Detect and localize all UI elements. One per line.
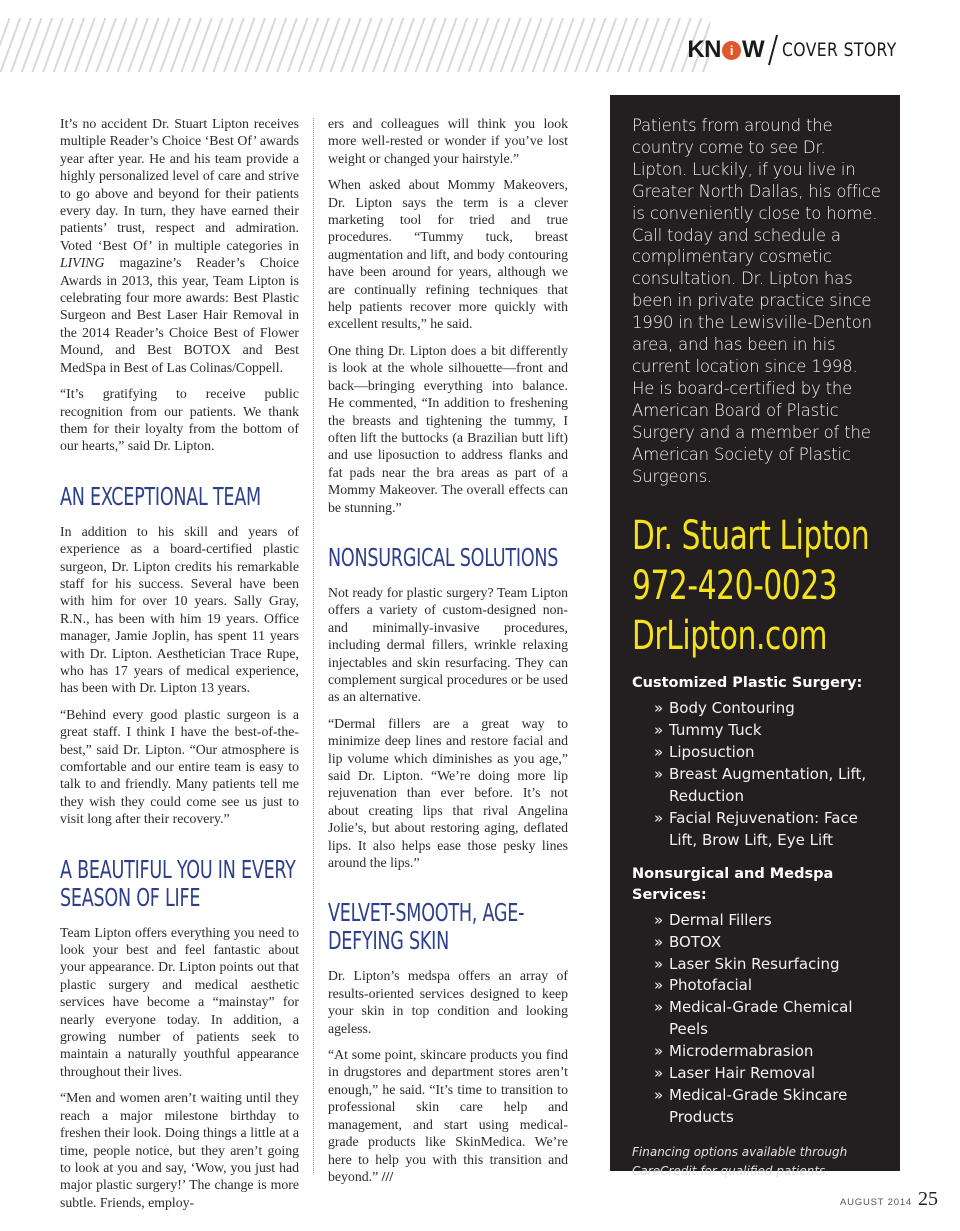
chevron-bullet-icon: » [654, 910, 664, 929]
list-item: » Breast Augmentation, Lift, Reduction [654, 765, 867, 806]
paragraph: “At some point, skincare products you find in drugstores and department stores aren’t enough,” he said. “It’s time to transition to professional skin care help and management, and start using medical-grade products like SkinMedica. We’re here to help you with this transition and beyond.” /// [328, 1047, 568, 1184]
chevron-bullet-icon: » [654, 765, 664, 784]
surgery-heading: Customized Plastic Surgery: [632, 675, 863, 692]
chevron-bullet-icon: » [654, 998, 664, 1017]
financing-note: Financing options available through CareCredit for qualified patients. [632, 1144, 848, 1178]
contact-sidebar [610, 95, 900, 1178]
paragraph: “It’s gratifying to receive public recognition from our patients. We thank them for their loyalty from the bottom of our hearts,” said Dr. Lipton. [60, 386, 299, 454]
surgery-list [632, 698, 882, 851]
medspa-list [632, 910, 882, 1129]
list-item: » Body Contouring [654, 698, 882, 720]
article-column-1 [60, 115, 299, 1220]
paragraph: In addition to his skill and years of experience as a board-certified plastic surgeon, Dr. Lipton credits his remarkable staff for his success. Several have been with him for over 10 years. Sally Gray, R.N., has been with him 19 years. Office manager, Jamie Joplin, has spent 11 years with Dr. Lipton. Aesthetician Trace Rupe, who has 17 years of medical experience, has been with Dr. Lipton 13 years. [60, 523, 299, 696]
chevron-bullet-icon: » [654, 721, 664, 740]
end-mark: /// [381, 1168, 394, 1184]
paragraph: Dr. Lipton’s medspa offers an array of results-oriented services designed to keep your skin in top condition and looking ageless. [328, 968, 568, 1036]
header-stripe-decoration [0, 18, 710, 72]
paragraph: “Dermal fillers are a great way to minimize deep lines and restore facial and lip volume which diminishes as you age,” said Dr. Lipton. “We’re doing more lip rejuvenation than ever before. It’s not about creating lips that rival Angelina Jolie’s, but about restoring aging, deflated lips. It also helps ease those pesky lines around the lips.” [328, 715, 568, 871]
subheading: NONSURGICAL SOLUTIONS [328, 542, 559, 572]
column-divider [313, 118, 314, 1173]
chevron-bullet-icon: » [654, 932, 664, 951]
website-link[interactable]: DrLipton.com [632, 613, 828, 660]
list-item: » Medical-Grade Chemical Peels [654, 998, 853, 1039]
paragraph: When asked about Mommy Makeovers, Dr. Lipton says the term is a clever marketing tool for tried and true procedures. “Tummy tuck, breast augmentation and lift, and body contouring have been around for years, although we are continually refining techniques that help patients recover more quickly with excellent results,” he said. [328, 177, 568, 332]
medspa-heading: Nonsurgical and Medspa Services: [632, 865, 834, 903]
paragraph: ers and colleagues will think you look more well-rested or wonder if you’ve lost weight or changed your hairstyle.” [328, 116, 568, 166]
article-column-2 [328, 115, 568, 1194]
list-item: » Facial Rejuvenation: Face Lift, Brow Lift, Eye Lift [654, 808, 858, 849]
chevron-bullet-icon: » [654, 954, 664, 973]
section-header [687, 34, 922, 66]
list-item: » Photofacial [654, 975, 882, 997]
info-dot-icon: i [722, 41, 741, 60]
sidebar-intro: Patients from around the country come to see Dr. Lipton. Luckily, if you live in Greater North Dallas, his office is conveniently close to home. Call today and schedule a complimentary cosmetic consultation. Dr. Lipton has been in private practice since 1990 in the Lewisville-Denton area, and has been in his current location since 1998. He is board-certified by the American Board of Plastic Surgery and a member of the American Society of Plastic Surgeons. [632, 116, 881, 486]
list-item: » Medical-Grade Skincare Products [654, 1086, 848, 1126]
chevron-bullet-icon: » [654, 1042, 664, 1061]
phone-number[interactable]: 972-420-0023 [632, 563, 838, 610]
issue-date: AUGUST 2014 [840, 1197, 912, 1208]
chevron-bullet-icon: » [654, 743, 664, 762]
paragraph: One thing Dr. Lipton does a bit differently is look at the whole silhouette—front and back—bringing everything into balance. He commented, “In addition to freshening the breasts and tightening the tummy, I often lift the buttocks (a Brazilian butt lift) and use liposuction to address flanks and fat pads near the bra areas as part of a Mommy Makeover. The overall effects can be stunning.” [328, 342, 568, 515]
list-item: » BOTOX [654, 932, 882, 954]
subheading: AN EXCEPTIONAL TEAM [60, 481, 261, 511]
subheading: A BEAUTIFUL YOU IN EVERY SEASON OF LIFE [60, 854, 296, 912]
header-divider [768, 35, 778, 65]
know-logo: KN i W [687, 36, 765, 63]
subheading: VELVET-SMOOTH, AGE-DEFYING SKIN [328, 898, 525, 956]
list-item: » Liposuction [654, 742, 882, 764]
paragraph: Not ready for plastic surgery? Team Lipton offers a variety of custom-designed non- and minimally-invasive procedures, including dermal fillers, wrinkle relaxing injectables and skin resurfacing. They can complement surgical procedures or be used as an alternative. [328, 584, 568, 705]
chevron-bullet-icon: » [654, 699, 664, 718]
list-item: » Laser Skin Resurfacing [654, 954, 882, 976]
contact-block [632, 511, 891, 661]
page-footer [840, 1188, 938, 1211]
list-item: » Tummy Tuck [654, 720, 882, 742]
paragraph: It’s no accident Dr. Stuart Lipton receives multiple Reader’s Choice ‘Best Of’ awards year after year. He and his team provide a highly personalized level of care and strive to go above and beyond for their patients every day. In turn, they have earned their patients’ trust, respect and admiration. Voted ‘Best Of’ in multiple categories in LIVING magazine’s Reader’s Choice Awards in 2013, this year, Team Lipton is celebrating four more awards: Best Plastic Surgeon and Best Laser Hair Removal in the 2014 Reader’s Choice Best of Flower Mound, and Best BOTOX and Best MedSpa in Best of Las Colinas/Coppell. [60, 116, 299, 375]
list-item: » Laser Hair Removal [654, 1063, 882, 1085]
chevron-bullet-icon: » [654, 1064, 664, 1083]
paragraph: Team Lipton offers everything you need to look your best and feel fantastic about your appearance. Dr. Lipton points out that plastic surgery and medical aesthetic services have become a “mainstay” for nearly everyone today. In addition, a growing number of patients seek to maintain a naturally youthful appearance throughout their lives. [60, 924, 299, 1079]
chevron-bullet-icon: » [654, 1086, 664, 1104]
chevron-bullet-icon: » [654, 808, 664, 827]
chevron-bullet-icon: » [654, 976, 664, 995]
paragraph: “Men and women aren’t waiting until they reach a major milestone birthday to freshen their look. Doing things a little at a time, people notice, but they aren’t going to look at you and say, ‘Wow, you just had major plastic surgery!’ The change is more subtle. Friends, employ- [60, 1090, 299, 1210]
list-item: » Microdermabrasion [654, 1041, 882, 1063]
doctor-name: Dr. Stuart Lipton [632, 513, 870, 560]
section-title: COVER STORY [782, 39, 897, 61]
list-item: » Dermal Fillers [654, 910, 882, 932]
paragraph: “Behind every good plastic surgeon is a great staff. I think I have the best-of-the-best,” said Dr. Lipton. “Our atmosphere is comfortable and our entire team is easy to talk to and friendly. Many patients tell me they wish they could come see us just to visit long after their recovery.” [60, 706, 299, 827]
page-number: 25 [918, 1188, 938, 1210]
